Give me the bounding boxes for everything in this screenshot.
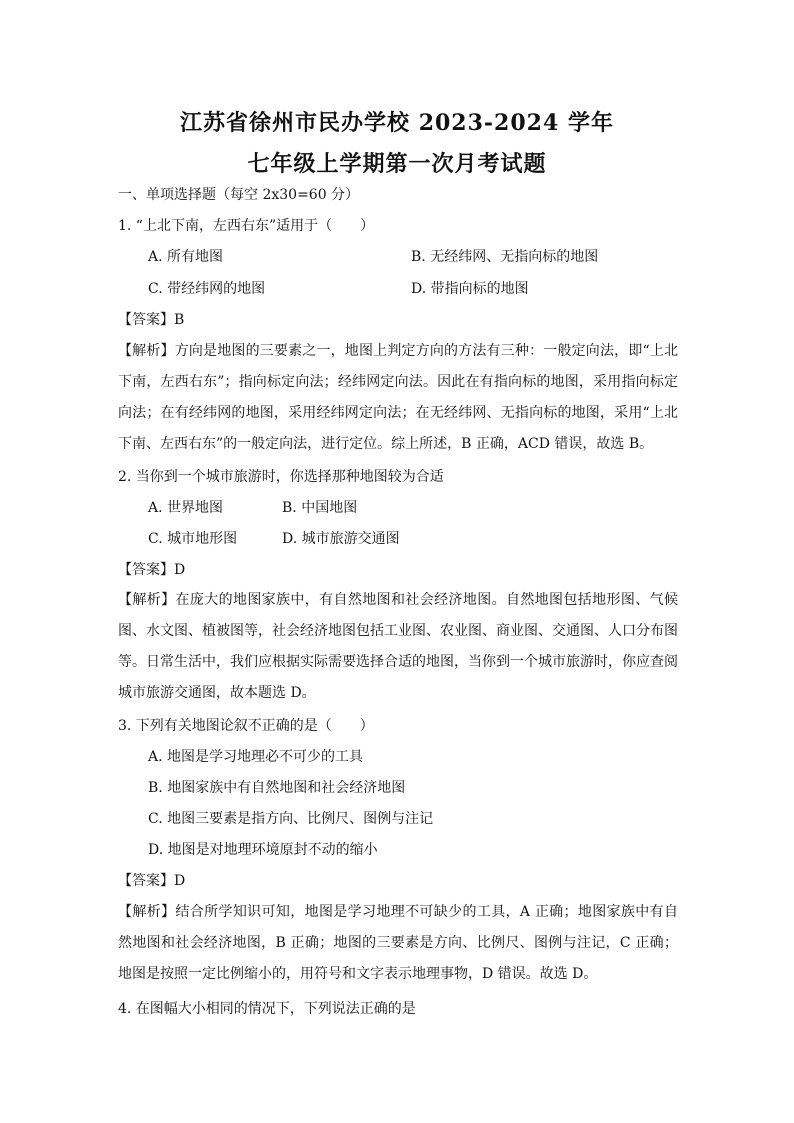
question-3-analysis: 【解析】结合所学知识可知，地图是学习地理不可缺少的工具，A 正确；地图家族中有自然地图和社会经济地图，B 正确；地图的三要素是方向、比例尺、图例与注记，C 正确；地图是按照一定比例缩小的，用符号和文字表示地理事物，D 错误。故选 D。 — [118, 904, 678, 982]
section-heading: 一、单项选择题（每空 2x30=60 分） — [118, 187, 360, 203]
question-2-analysis: 【解析】在庞大的地图家族中，有自然地图和社会经济地图。自然地图包括地形图、气候图、水文图、植被图等，社会经济地图包括工业图、农业图、商业图、交通图、人口分布图等。日常生活中，我们应根据实际需要选择合适的地图，当你到一个城市旅游时，你应查阅城市旅游交通图，故本题选 D。 — [118, 592, 678, 701]
document-title-line-2: 七年级上学期第一次月考试题 — [247, 151, 547, 177]
question-1-stem: 1. “上北下南，左西右东”适用于（ ） — [118, 218, 375, 234]
question-3-stem: 3. 下列有关地图论叙不正确的是（ ） — [118, 718, 374, 734]
question-1-option-d: D. 带指向标的地图 — [411, 281, 529, 297]
question-2-option-b: B. 中国地图 — [282, 500, 358, 516]
question-2-answer: 【答案】D — [118, 562, 186, 578]
question-2-option-a: A. 世界地图 — [148, 500, 224, 516]
question-2-option-c: C. 城市地形图 — [148, 531, 238, 547]
question-3-option-c: C. 地图三要素是指方向、比例尺、图例与注记 — [148, 811, 434, 827]
question-1-answer: 【答案】B — [118, 312, 185, 328]
question-3-option-b: B. 地图家族中有自然地图和社会经济地图 — [148, 780, 406, 796]
question-2-option-d: D. 城市旅游交通图 — [282, 531, 400, 547]
question-3-option-a: A. 地图是学习地理必不可少的工具 — [148, 749, 364, 765]
question-4-stem: 4. 在图幅大小相同的情况下，下列说法正确的是 — [118, 1001, 416, 1017]
question-2-stem: 2. 当你到一个城市旅游时，你选择那种地图较为合适 — [118, 469, 444, 485]
question-1-option-b: B. 无经纬网、无指向标的地图 — [411, 249, 599, 265]
question-3-option-d: D. 地图是对地理环境原封不动的缩小 — [148, 842, 378, 858]
question-1-analysis: 【解析】方向是地图的三要素之一，地图上判定方向的方法有三种：一般定向法，即“上北下南，左西右东”；指向标定向法；经纬网定向法。因此在有指向标的地图，采用指向标定向法；在有经纬网的地图，采用经纬网定向法；在无经纬网、无指向标的地图，采用“上北下南、左西右东”的一般定向法，进行定位。综上所述，B 正确，ACD 错误，故选 B。 — [118, 343, 678, 452]
document-title-line-1: 江苏省徐州市民办学校 2023-2024 学年 — [180, 110, 614, 136]
question-3-answer: 【答案】D — [118, 873, 186, 889]
question-1-option-a: A. 所有地图 — [148, 249, 224, 265]
question-1-option-c: C. 带经纬网的地图 — [148, 281, 266, 297]
